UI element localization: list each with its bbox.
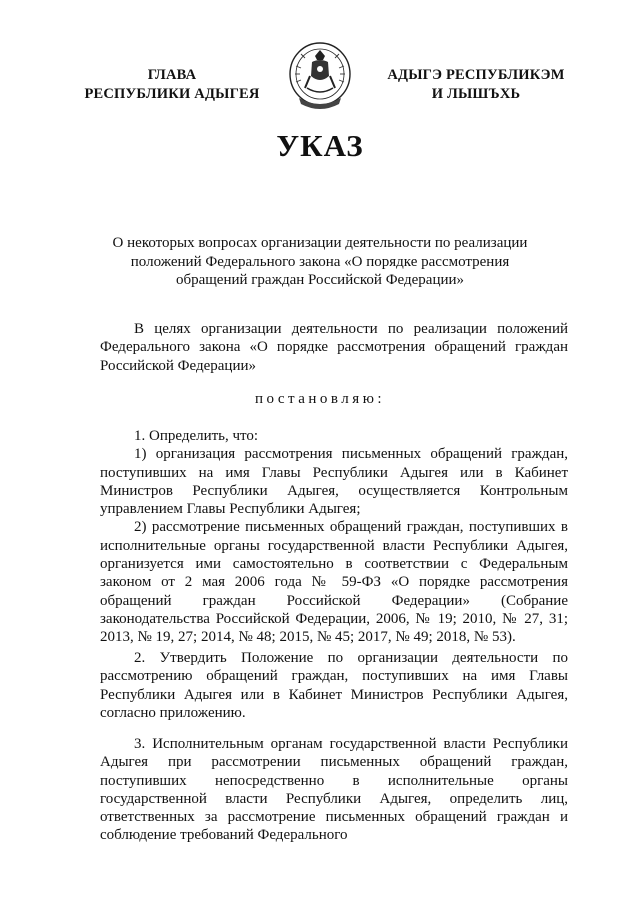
item-1-lead: 1. Определить, что: — [134, 428, 259, 444]
decree-word: постановляю: — [254, 391, 386, 407]
coat-of-arms-icon — [285, 36, 355, 116]
item-2-text: 2. Утвердить Положение по организации деятельности по рассмотрению обращений граждан, поступивших на имя Главы Республики Адыгея или в Кабинет Министров Республики Адыгея, согласно приложению. — [100, 650, 568, 721]
header-left — [82, 66, 262, 104]
header-right — [376, 66, 576, 104]
item-1 — [100, 427, 568, 647]
header-right-line1: АДЫГЭ РЕСПУБЛИКЭМ — [387, 67, 565, 83]
item-3 — [100, 735, 568, 845]
intro-text: В целях организации деятельности по реализации положений Федерального закона «О порядке рассмотрения обращений граждан Российской Федерации» — [100, 321, 568, 374]
document-title: УКАЗ — [276, 128, 364, 163]
header-right-line2: И ЛЫШЪХЬ — [431, 86, 521, 102]
document-subject: О некоторых вопросах организации деятельности по реализации положений Федерального закона «О порядке рассмотрения обращений граждан Российской Федерации» — [112, 235, 528, 288]
item-3-text: 3. Исполнительным органам государственной власти Республики Адыгея при рассмотрении письменных обращений граждан, поступивших непосредственно в исполнительные органы государственной власти Республики Адыгея, определить лиц, ответственных за рассмотрение письменных обращений граждан и соблюдение требований Федерального — [100, 736, 568, 844]
header-left-line1: ГЛАВА — [147, 67, 197, 83]
item-2 — [100, 649, 568, 722]
header-left-line2: РЕСПУБЛИКИ АДЫГЕЯ — [84, 86, 260, 102]
item-1-sub1: 1) организация рассмотрения письменных обращений граждан, поступивших на имя Главы Республики Адыгея или в Кабинет Министров Республики Адыгея, осуществляется Контрольным управлением Главы Республики Адыгея; — [100, 446, 568, 518]
item-1-sub2: 2) рассмотрение письменных обращений граждан, поступивших в исполнительные органы государственной власти Республики Адыгея, организуется ими самостоятельно в соответствии с Федеральным законом от 2 мая 2006 года № 59-ФЗ «О порядке рассмотрения обращений граждан Российской Федерации» (Собрание законодательства Российской Федерации, 2006, № 19; 2010, № 27, 31; 2013, № 19, 27; 2014, № 48; 2015, № 45; 2017, № 49; 2018, № 53). — [100, 519, 568, 646]
intro-paragraph — [100, 320, 568, 375]
